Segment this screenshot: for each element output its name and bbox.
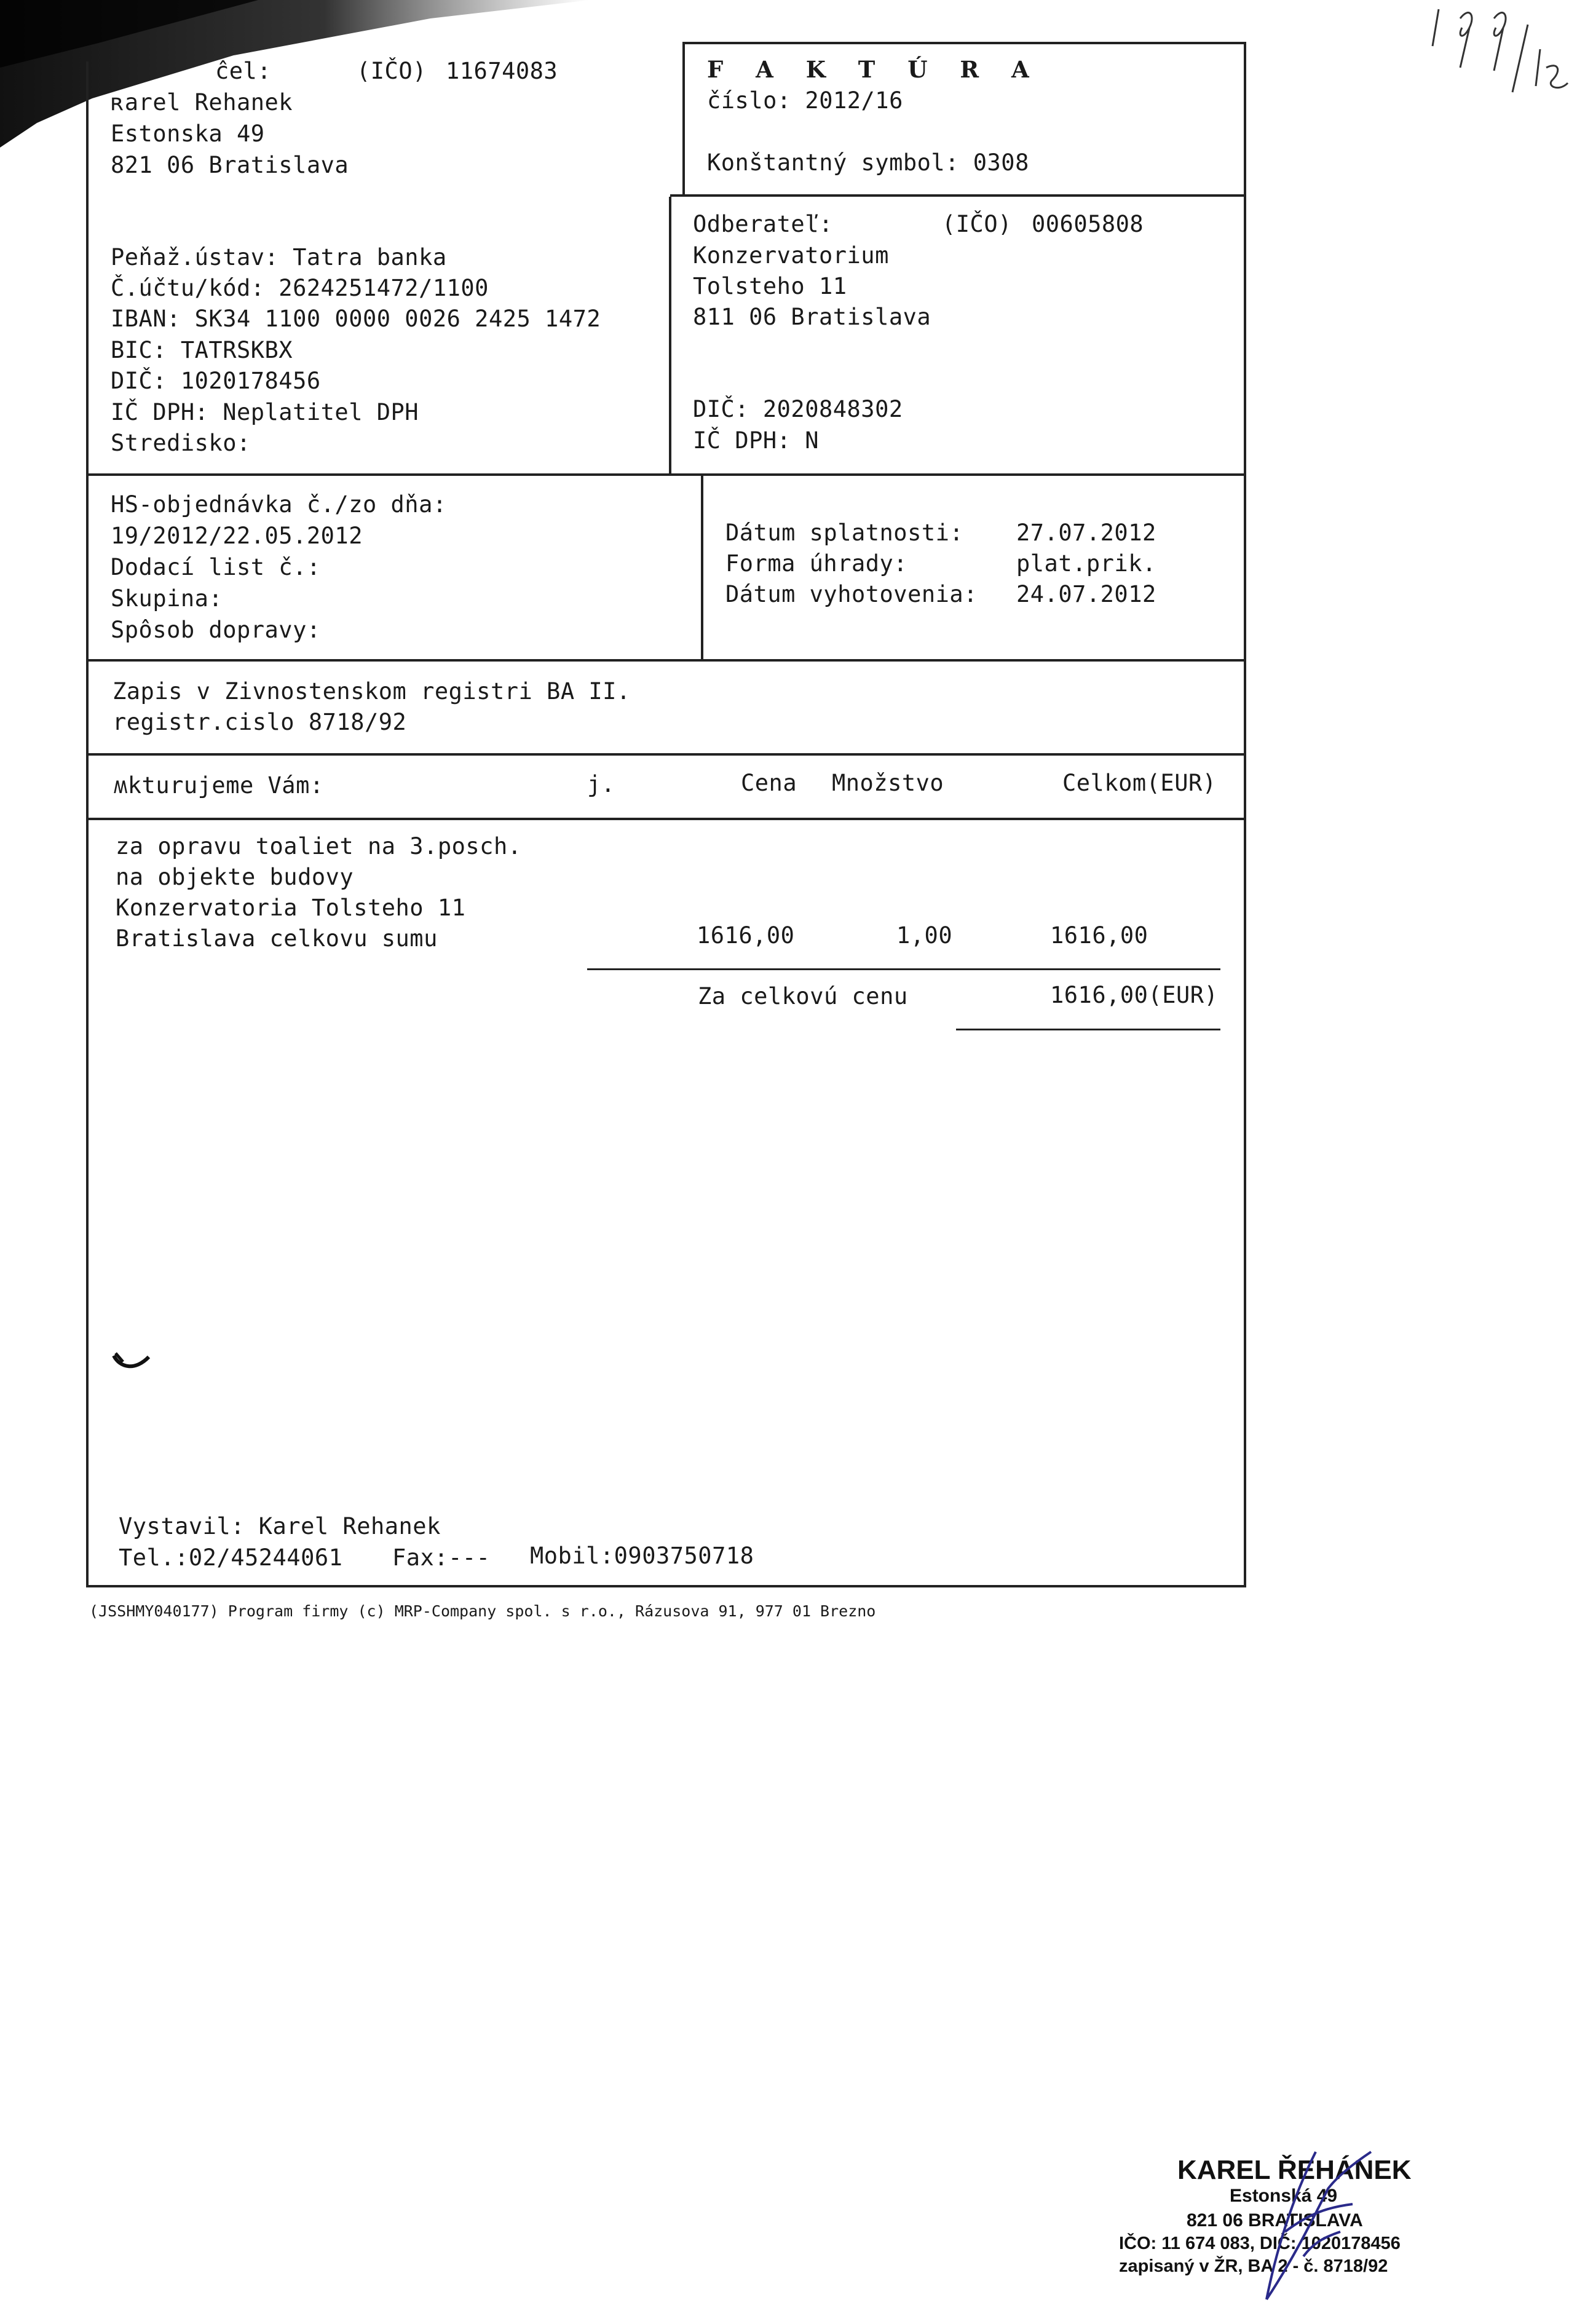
customer-icdph: IČ DPH: N [693,427,819,454]
form-border-bottom [86,1585,1245,1587]
register-line-2: registr.cislo 8718/92 [113,709,407,735]
register-line-1: Zapis v Zivnostenskom registri BA II. [113,678,631,705]
items-header-unit: j. [587,771,615,797]
total-underline [956,1029,1220,1030]
order-line-0: HS-objednávka č./zo dňa: [111,491,447,518]
form-border-left [86,61,89,1586]
customer-dic: DIČ: 2020848302 [693,396,903,422]
issuer-fax: Fax:--- [392,1544,491,1571]
issue-date-label: Dátum vyhotovenia: [725,581,978,607]
bank-line-0: Peňaž.ústav: Tatra banka [111,244,447,271]
section-divider-4 [86,818,1245,820]
order-line-3: Skupina: [111,585,223,612]
signature [1205,2140,1402,2324]
customer-street: Tolsteho 11 [693,273,847,299]
items-header-description: ʍkturujeme Vám: [114,772,324,799]
items-header-price: Cena [741,770,797,796]
bank-line-4: DIČ: 1020178456 [111,368,321,394]
customer-name: Konzervatorium [693,242,889,269]
bank-line-5: IČ DPH: Neplatitel DPH [111,399,419,425]
customer-city: 811 06 Bratislava [693,304,931,330]
customer-ico-label: (IČO) [942,211,1012,237]
stamp-ids: IČO: 11 674 083, DIČ: 1020178456 [1119,2234,1401,2253]
stamp-city: 821 06 BRATISLAVA [1187,2210,1363,2231]
issue-date: 24.07.2012 [1016,581,1156,607]
due-date: 27.07.2012 [1016,520,1156,546]
bank-line-1: Č.účtu/kód: 2624251472/1100 [111,275,489,301]
item-underline [587,968,1220,970]
item-line-3: Bratislava celkovu sumu [116,925,438,952]
payment-form: plat.prik. [1016,550,1156,577]
supplier-ico-label: (IČO) [357,58,427,84]
supplier-street: Estonska 49 [111,121,265,147]
item-line-2: Konzervatoria Tolsteho 11 [116,895,466,921]
supplier-name: ʀarel Rehanek [111,89,293,116]
stamp-street: Estonská 49 [1230,2186,1338,2206]
bank-customer-divider [669,197,671,475]
order-line-2: Dodací list č.: [111,554,321,580]
total-value: 1616,00(EUR) [1050,982,1219,1008]
item-total: 1616,00 [1050,922,1148,949]
issuer-line: Vystavil: Karel Rehanek [119,1513,441,1539]
handwritten-note [1426,0,1569,111]
bank-line-6: Stredisko: [111,430,251,456]
items-header-quantity: Množstvo [832,770,944,796]
program-footer: (JSSHMY040177) Program firmy (c) MRP-Company spol. s r.o., Rázusova 91, 977 01 Brezno [89,1602,876,1620]
issuer-tel: Tel.:02/45244061 [119,1544,343,1571]
customer-ico: 00605808 [1032,211,1144,237]
section-divider-3 [86,753,1245,756]
stamp-register: zapisaný v ŽR, BA 2 - č. 8718/92 [1119,2256,1388,2276]
item-line-1: na objekte budovy [116,864,354,890]
order-line-4: Spôsob dopravy: [111,617,321,643]
scan-mark [111,1350,154,1374]
items-header-total: Celkom(EUR) [1062,770,1217,796]
item-price: 1616,00 [697,922,795,949]
header-divider-horizontal [670,194,1245,197]
payment-form-label: Forma úhrady: [725,550,908,577]
order-line-1: 19/2012/22.05.2012 [111,523,363,549]
section-divider-1 [86,473,1245,476]
invoice-number: číslo: 2012/16 [707,87,903,114]
supplier-label-partial: ĉel: [215,58,272,84]
form-border-right [1244,42,1246,1587]
item-line-0: za opravu toaliet na 3.posch. [116,833,522,860]
stamp-name-text: KAREL ŘEHÁNEK [1177,2155,1412,2185]
constant-symbol: Konštantný symbol: 0308 [707,149,1029,176]
bank-line-3: BIC: TATRSKBX [111,337,293,363]
order-dates-divider [701,475,703,660]
item-quantity: 1,00 [896,922,953,949]
form-border-top [682,42,1245,44]
invoice-title: F A K T Ú R A [707,56,1041,83]
supplier-ico: 11674083 [446,58,558,84]
total-label: Za celkovú cenu [698,983,908,1010]
bank-line-2: IBAN: SK34 1100 0000 0026 2425 1472 [111,306,601,332]
section-divider-2 [86,659,1245,662]
supplier-city: 821 06 Bratislava [111,152,349,178]
customer-label: Odberateľ: [693,211,833,237]
due-date-label: Dátum splatnosti: [725,520,964,546]
issuer-mobile: Mobil:0903750718 [530,1543,754,1569]
header-divider-vertical [682,42,685,196]
